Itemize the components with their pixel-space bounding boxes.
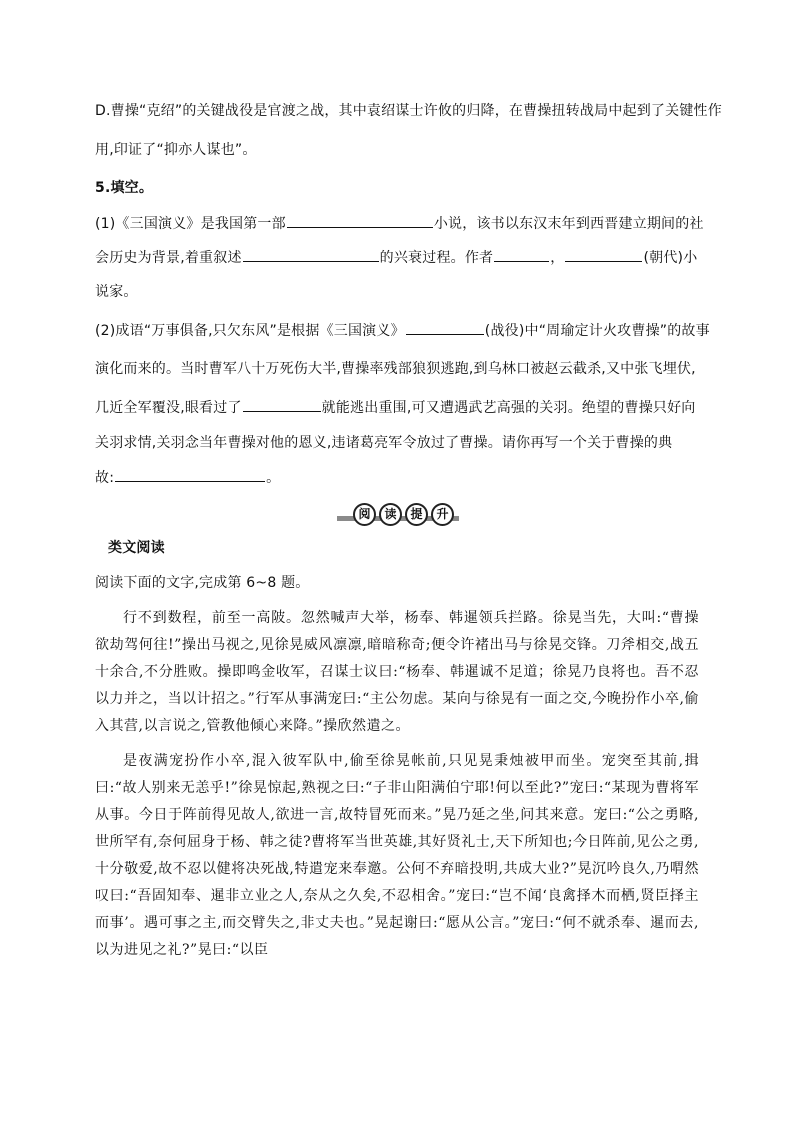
text-segment: (1)《三国演义》是我国第一部 (95, 216, 286, 232)
reading-instruction: 阅读下面的文字,完成第 6~8 题。 (95, 575, 310, 591)
passage-paragraph-2: 是夜满宠扮作小卒,混入彼军队中,偷至徐晃帐前,只见晃秉烛被甲而坐。宠突至其前,揖曰:“故人别来无恙乎!”徐晃惊起,熟视之曰:“子非山阳满伯宁耶!何以至此?”宠曰:“某现为曹将军从事。今日于阵前得见故人,欲进一言,故特冒死而来。”晃乃延之坐,问其来意。宠曰:“公之勇略,世所罕有,奈何屈身于杨、韩之徒?曹将军当世英雄,其好贤礼士,天下所知也;今日阵前,见公之勇,十分敬爱,故不忍以健将决死战,特遣宠来奉邀。公何不弃暗投明,共成大业?”晃沉吟良久,乃喟然叹曰:“吾固知奉、暹非立业之人,奈从之久矣,不忍相舍。”宠曰:“岂不闻‘良禽择木而栖,贤臣择主而事’。遇可事之主,而交臂失之,非丈夫也。”晃起谢曰:“愿从公言。”宠曰:“何不就杀奉、暹而去,以为进见之礼?”晃曰:“以臣 (95, 753, 699, 958)
option-d-line-1: D.曹操“克绍”的关键战役是官渡之战，其中袁绍谋士许攸的归降，在曹操扭转战局中起到了关键性作 (95, 103, 722, 119)
text-segment: (2)成语“万事俱备,只欠东风”是根据《三国演义》 (95, 323, 405, 339)
q5-part1-line-3: 说家。 (95, 284, 138, 300)
q5-part2-line-5 (95, 467, 280, 488)
answer-blank-place[interactable] (243, 397, 321, 412)
banner-char: 提 (405, 503, 428, 526)
text-segment: 就能逃出重围,可又遭遇武艺高强的关羽。绝望的曹操只好向 (321, 400, 696, 416)
q5-part2-line-2: 演化而来的。当时曹军八十万死伤大半,曹操率残部狼狈逃跑,到乌林口被赵云截杀,又中张飞埋伏, (95, 361, 696, 377)
q5-part2-line-3 (95, 397, 696, 418)
banner-chars (353, 503, 454, 526)
banner-char: 阅 (353, 503, 376, 526)
reading-passage (95, 605, 699, 964)
option-d-line-2: 用,印证了“抑亦人谋也”。 (95, 142, 257, 158)
text-segment: 几近全军覆没,眼看过了 (95, 400, 242, 416)
text-segment: (战役)中“周瑜定计火攻曹操”的故事 (484, 323, 710, 339)
text-segment: 。 (266, 470, 281, 486)
question-5-heading: 5.填空。 (95, 180, 154, 196)
answer-blank-author[interactable] (494, 247, 549, 262)
text-segment: 故: (95, 470, 115, 486)
passage-paragraph-1: 行不到数程，前至一高陂。忽然喊声大举，杨奉、韩暹领兵拦路。徐晃当先，大叫:“曹操欲劫驾何往!”操出马视之,见徐晃威风凛凛,暗暗称奇;便令许褚出马与徐晃交锋。刀斧相交,战五十余合,不分胜败。操即鸣金收军，召谋士议曰:“杨奉、韩暹诚不足道；徐晃乃良将也。吾不忍以力并之，当以计招之。”行军从事满宠曰:“主公勿虑。某向与徐晃有一面之交,今晚扮作小卒,偷入其营,以言说之,管教他倾心来降。”操欣然遣之。 (95, 610, 699, 734)
text-segment: 小说，该书以东汉末年到西晋建立期间的社 (433, 216, 704, 232)
section-title: 类文阅读 (108, 540, 165, 556)
text-segment: ， (550, 250, 565, 266)
answer-blank-dynasty[interactable] (565, 247, 642, 262)
text-segment: 的兴衰过程。作者 (379, 250, 494, 266)
text-segment: 会历史为背景,着重叙述 (95, 250, 242, 266)
q5-part1-line-1 (95, 213, 704, 234)
answer-blank-battle[interactable] (406, 320, 484, 335)
banner-char: 升 (431, 503, 454, 526)
answer-blank-allusion[interactable] (115, 467, 265, 482)
q5-part2-line-1 (95, 320, 710, 341)
answer-blank-novel-type[interactable] (287, 213, 433, 228)
answer-blank-history[interactable] (243, 247, 379, 262)
banner-char: 读 (379, 503, 402, 526)
section-banner (337, 503, 459, 525)
q5-part1-line-2 (95, 247, 697, 268)
q5-part2-line-4: 关羽求情,关羽念当年曹操对他的恩义,违诸葛亮军令放过了曹操。请你再写一个关于曹操的典 (95, 435, 673, 451)
text-segment: (朝代)小 (643, 250, 698, 266)
